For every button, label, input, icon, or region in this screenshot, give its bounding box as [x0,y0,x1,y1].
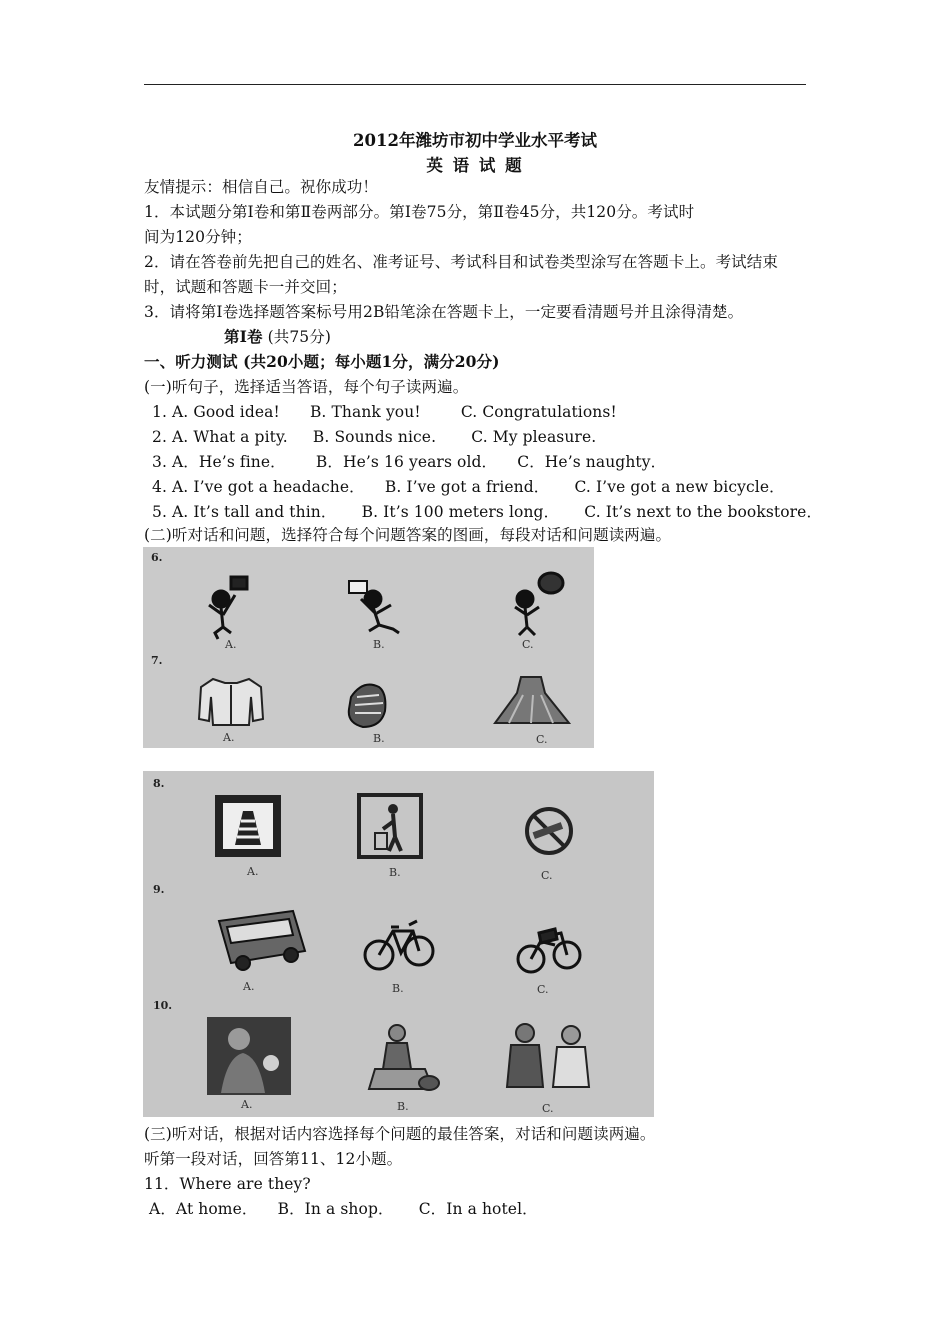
exam-subtitle: 英 语 试 题 [426,156,524,175]
question-5: 5. A. It’s tall and thin． B. It’s 100 meters long． C. It’s next to the bookstore． [152,503,823,521]
q8-label-c: C. [541,869,553,882]
q8-a-picture [215,795,281,857]
q10-a-picture [207,1017,291,1095]
section-1-heading: 一、听力测试 (共20小题；每小题1分，满分20分) [144,352,500,371]
part-1-score: (共75分) [262,328,332,346]
q7-number: 7. [151,654,163,667]
instruction-2-line-1: 2．请在答卷前先把自己的姓名、准考证号、考试科目和试卷类型涂写在答题卡上。考试结束 [144,253,778,271]
figure-2-svg [143,771,654,1117]
top-rule [144,84,806,85]
exam-title: 2012年潍坊市初中学业水平考试 [353,131,597,150]
q7-label-b: B. [373,732,385,745]
question-11-options: A．At home． B．In a shop． C．In a hotel． [144,1200,538,1218]
q9-number: 9. [153,883,165,896]
instruction-3: 3．请将第Ⅰ卷选择题答案标号用2B铅笔涂在答题卡上，一定要看清题号并且涂得清楚。 [144,303,744,321]
question-4: 4. A. I’ve got a headache． B. I’ve got a friend． C. I’ve got a new bicycle． [152,478,785,496]
q8-number: 8. [153,777,165,790]
q10-label-a: A. [241,1098,253,1111]
q9-label-c: C. [537,983,549,996]
q6-label-c: C. [522,638,534,651]
q8-label-a: A. [247,865,259,878]
q6-label-b: B. [373,638,385,651]
question-1: 1. A. Good idea! B. Thank you! C. Congratulations! [152,403,617,421]
q10-number: 10. [153,999,173,1012]
question-2: 2. A. What a pity. B. Sounds nice. C. My pleasure. [152,428,597,446]
instruction-1-line-2: 间为120分钟； [144,228,252,246]
figure-1-svg [143,547,594,748]
q10-label-c: C. [542,1102,554,1115]
tip-text: 友情提示：相信自己。祝你成功！ [144,178,379,196]
q7-a-picture [199,679,263,725]
figure-questions-8-10 [143,771,654,1117]
dialog-1-instruction: 听第一段对话，回答第11、12小题。 [144,1150,403,1168]
q10-label-b: B. [397,1100,409,1113]
instruction-1-line-1: 1．本试题分第Ⅰ卷和第Ⅱ卷两部分。第Ⅰ卷75分，第Ⅱ卷45分，共120分。考试时 [144,203,695,221]
part-1-title: 第Ⅰ卷 [224,327,263,346]
sub-section-1-instruction: (一)听句子，选择适当答语，每个句子读两遍。 [144,378,469,396]
question-11: 11．Where are they? [144,1175,311,1193]
q6-label-a: A. [225,638,237,651]
q8-label-b: B. [389,866,401,879]
part-1-heading [224,327,331,347]
sub-section-2-instruction: (二)听对话和问题，选择符合每个问题答案的图画，每段对话和问题读两遍。 [144,526,672,544]
instruction-2-line-2: 时，试题和答题卡一并交回； [144,278,347,296]
figure-questions-6-7 [143,547,594,748]
q7-label-a: A. [223,731,235,744]
q6-number: 6. [151,551,163,564]
sub-section-3-instruction: (三)听对话，根据对话内容选择每个问题的最佳答案，对话和问题读两遍。 [144,1125,656,1143]
q7-label-c: C. [536,733,548,746]
question-3: 3. A．He’s fine． B．He’s 16 years old． C．He’s naughty． [152,453,667,471]
q9-label-a: A. [243,980,255,993]
q9-label-b: B. [392,982,404,995]
